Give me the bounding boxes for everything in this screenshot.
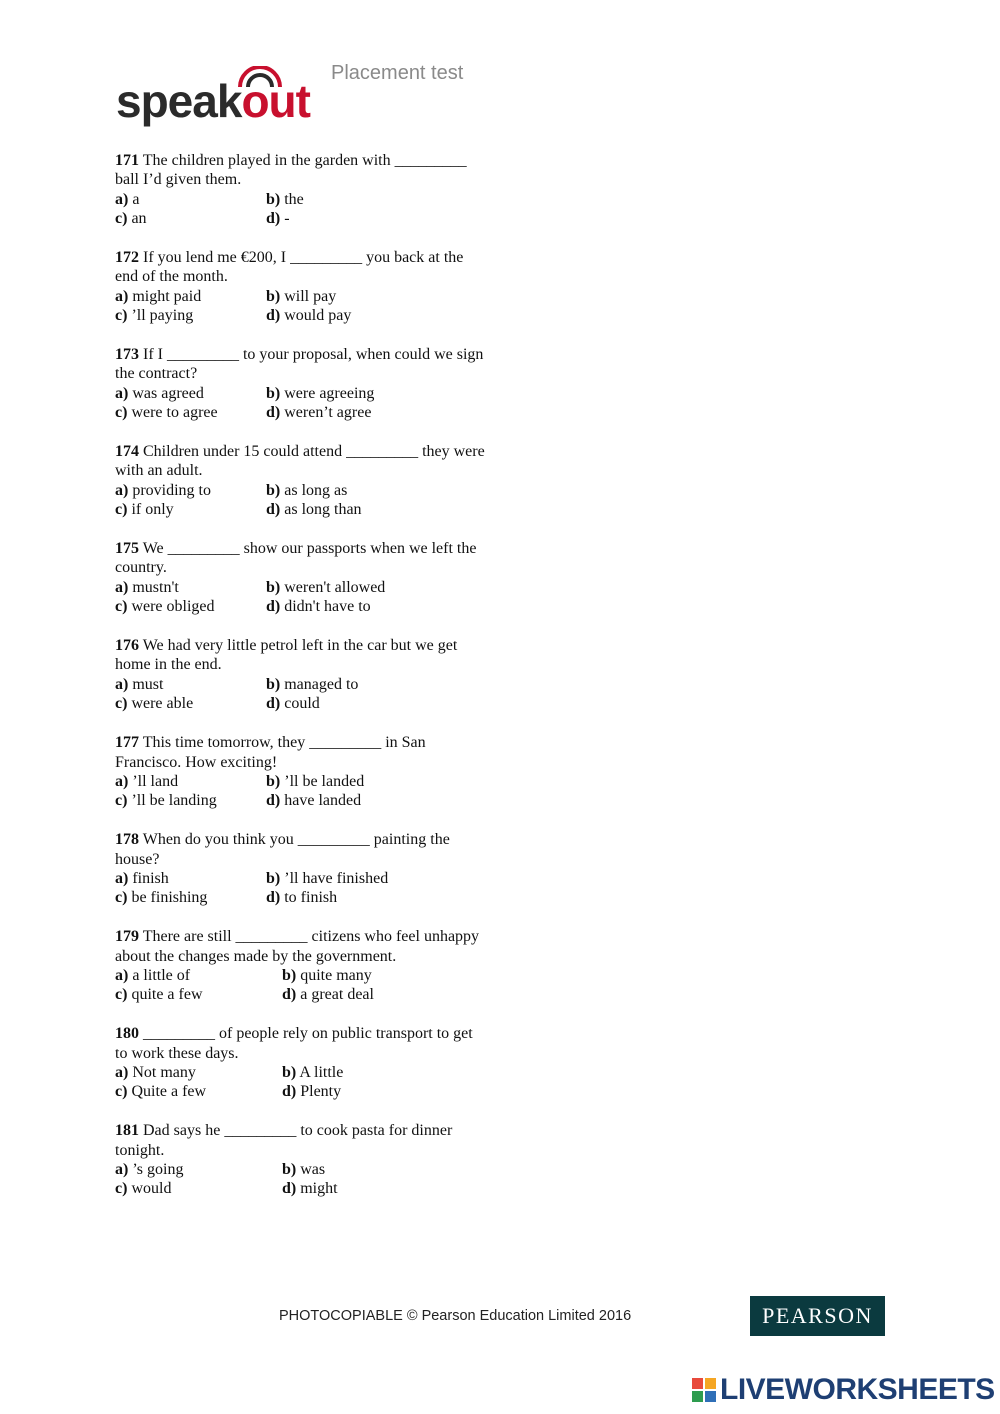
option-letter: a) [115,384,129,402]
option-text: managed to [280,675,359,693]
question-stem: We _________ show our passports when we left the country. [115,540,477,577]
option-text: as long as [280,481,348,499]
question-text [115,927,485,966]
option-letter: d) [282,986,297,1004]
option-c[interactable] [115,597,266,616]
option-text: will pay [280,287,337,305]
liveworksheets-text: LIVEWORKSHEETS [720,1373,995,1406]
logo-speak: speak [116,75,242,127]
option-d[interactable] [266,888,485,907]
page-subtitle: Placement test [331,62,464,84]
option-text: if only [127,501,174,519]
copyright-notice: PHOTOCOPIABLE © Pearson Education Limited 2016 [279,1308,632,1324]
question-number: 172 [115,249,139,267]
question-text [115,345,485,384]
option-letter: b) [266,578,281,596]
option-letter: d) [266,307,281,325]
option-d[interactable] [282,1179,485,1198]
option-b[interactable] [266,869,485,888]
options-grid [115,675,485,714]
option-c[interactable] [115,1179,282,1198]
option-letter: b) [282,966,297,984]
option-text: weren't allowed [280,578,386,596]
option-text: ’ll paying [127,307,194,325]
options-grid [115,481,485,520]
option-text: an [127,210,147,228]
option-text: ’s going [128,1160,184,1178]
question-173 [115,345,485,423]
option-d[interactable] [266,500,485,519]
option-c[interactable] [115,500,266,519]
option-a[interactable] [115,578,266,597]
question-177 [115,733,485,811]
option-a[interactable] [115,675,266,694]
option-a[interactable] [115,869,266,888]
option-letter: d) [282,1180,297,1198]
option-letter: a) [115,675,129,693]
option-d[interactable] [266,694,485,713]
option-letter: b) [266,287,281,305]
option-letter: c) [115,598,128,616]
option-letter: b) [282,1160,297,1178]
question-180 [115,1024,485,1102]
option-letter: b) [282,1063,297,1081]
logo-out: out [241,75,310,127]
option-text: ’ll land [128,772,179,790]
question-text [115,151,485,190]
question-number: 175 [115,540,139,558]
option-letter: d) [266,598,281,616]
option-text: a [128,190,140,208]
question-179 [115,927,485,1005]
option-letter: d) [266,404,281,422]
question-text [115,830,485,869]
question-stem: Children under 15 could attend _________ they were with an adult. [115,443,485,480]
options-grid [115,190,485,229]
option-letter: a) [115,966,129,984]
option-text: was [296,1160,326,1178]
question-178 [115,830,485,908]
option-a[interactable] [115,481,266,500]
option-b[interactable] [266,772,485,791]
option-d[interactable] [266,306,485,325]
options-grid [115,1160,485,1199]
option-text: to finish [280,889,338,907]
option-text: as long than [280,501,362,519]
question-171 [115,151,485,229]
option-letter: b) [266,190,281,208]
option-d[interactable] [266,597,485,616]
option-letter: d) [266,695,281,713]
question-stem: We had very little petrol left in the car but we get home in the end. [115,637,458,674]
question-number: 178 [115,831,139,849]
question-stem: If you lend me €200, I _________ you back at the end of the month. [115,249,464,286]
option-c[interactable] [115,791,266,810]
option-letter: a) [115,481,129,499]
option-d[interactable] [282,985,485,1004]
question-number: 176 [115,637,139,655]
options-grid [115,384,485,423]
option-text: ’ll have finished [280,869,389,887]
pearson-logo: PEARSON [750,1296,885,1336]
option-letter: a) [115,578,129,596]
option-text: - [280,210,290,228]
option-b[interactable] [266,190,485,209]
option-d[interactable] [266,791,485,810]
option-letter: c) [115,1083,128,1101]
option-text: finish [128,869,169,887]
option-letter: d) [266,792,281,810]
option-text: Not many [128,1063,196,1081]
option-text: might [296,1180,338,1198]
option-text: be finishing [127,889,208,907]
question-text [115,1121,485,1160]
option-text: were able [127,695,194,713]
option-c[interactable] [115,694,266,713]
question-stem: _________ of people rely on public transport to get to work these days. [115,1025,473,1062]
question-stem: When do you think you _________ painting the house? [115,831,450,868]
option-b[interactable] [266,287,485,306]
question-174 [115,442,485,520]
option-d[interactable] [266,403,485,422]
question-text [115,1024,485,1063]
question-172 [115,248,485,326]
option-a[interactable] [115,966,282,985]
question-175 [115,539,485,617]
option-text: might paid [128,287,202,305]
question-stem: There are still _________ citizens who feel unhappy about the changes made by the government. [115,928,480,965]
liveworksheets-watermark [692,1374,995,1406]
option-b[interactable] [266,578,485,597]
option-b[interactable] [266,675,485,694]
option-letter: d) [266,210,281,228]
option-d[interactable] [282,1082,485,1101]
option-c[interactable] [115,306,266,325]
option-d[interactable] [266,209,485,228]
option-letter: d) [266,889,281,907]
option-b[interactable] [282,1063,485,1082]
option-a[interactable] [115,772,266,791]
question-stem: If I _________ to your proposal, when could we sign the contract? [115,346,484,383]
option-text: quite a few [127,986,203,1004]
option-a[interactable] [115,287,266,306]
question-number: 173 [115,346,139,364]
option-letter: c) [115,889,128,907]
option-a[interactable] [115,1160,282,1179]
option-a[interactable] [115,1063,282,1082]
option-letter: b) [266,481,281,499]
option-letter: c) [115,501,128,519]
option-letter: a) [115,190,129,208]
question-text [115,733,485,772]
option-text: was agreed [128,384,204,402]
option-b[interactable] [282,966,485,985]
options-grid [115,966,485,1005]
option-letter: c) [115,792,128,810]
option-c[interactable] [115,1082,282,1101]
question-text [115,539,485,578]
option-text: would [127,1180,172,1198]
option-a[interactable] [115,384,266,403]
option-a[interactable] [115,190,266,209]
option-text: were obliged [127,598,215,616]
options-grid [115,1063,485,1102]
options-grid [115,578,485,617]
option-c[interactable] [115,985,282,1004]
options-grid [115,869,485,908]
question-stem: The children played in the garden with _________ ball I’d given them. [115,152,467,189]
option-letter: b) [266,675,281,693]
option-text: the [280,190,304,208]
logo-wordmark [116,75,310,127]
option-c[interactable] [115,403,266,422]
option-text: have landed [280,792,362,810]
question-176 [115,636,485,714]
option-letter: b) [266,869,281,887]
option-text: Plenty [296,1083,342,1101]
question-number: 177 [115,734,139,752]
option-text: would pay [280,307,352,325]
option-text: a little of [128,966,191,984]
options-grid [115,772,485,811]
option-text: A little [296,1063,344,1081]
options-grid [115,287,485,326]
option-text: ’ll be landing [127,792,217,810]
option-text: were to agree [127,404,218,422]
option-letter: a) [115,772,129,790]
question-list [115,151,485,1218]
option-text: ’ll be landed [280,772,365,790]
question-text [115,636,485,675]
option-text: weren’t agree [280,404,372,422]
option-b[interactable] [266,481,485,500]
option-letter: c) [115,1180,128,1198]
option-letter: a) [115,869,129,887]
option-letter: d) [266,501,281,519]
option-letter: b) [266,384,281,402]
option-text: must [128,675,164,693]
question-number: 181 [115,1122,139,1140]
question-number: 171 [115,152,139,169]
option-letter: d) [282,1083,297,1101]
question-number: 180 [115,1025,139,1043]
option-text: mustn't [128,578,179,596]
option-b[interactable] [266,384,485,403]
option-letter: c) [115,307,128,325]
option-text: could [280,695,320,713]
option-letter: c) [115,404,128,422]
question-stem: Dad says he _________ to cook pasta for dinner tonight. [115,1122,453,1159]
option-text: providing to [128,481,211,499]
question-stem: This time tomorrow, they _________ in San Francisco. How exciting! [115,734,426,771]
option-text: Quite a few [127,1083,207,1101]
option-text: didn't have to [280,598,371,616]
option-letter: c) [115,695,128,713]
option-c[interactable] [115,209,266,228]
question-number: 174 [115,443,139,461]
option-letter: a) [115,287,129,305]
option-text: quite many [296,966,372,984]
option-text: a great deal [296,986,374,1004]
question-181 [115,1121,485,1199]
option-letter: c) [115,986,128,1004]
option-letter: a) [115,1063,129,1081]
question-text [115,442,485,481]
speakout-logo [116,66,326,130]
option-text: were agreeing [280,384,375,402]
option-c[interactable] [115,888,266,907]
option-letter: b) [266,772,281,790]
liveworksheets-icon [692,1378,716,1402]
option-letter: c) [115,210,128,228]
question-text [115,248,485,287]
option-letter: a) [115,1160,129,1178]
question-number: 179 [115,928,139,946]
option-b[interactable] [282,1160,485,1179]
